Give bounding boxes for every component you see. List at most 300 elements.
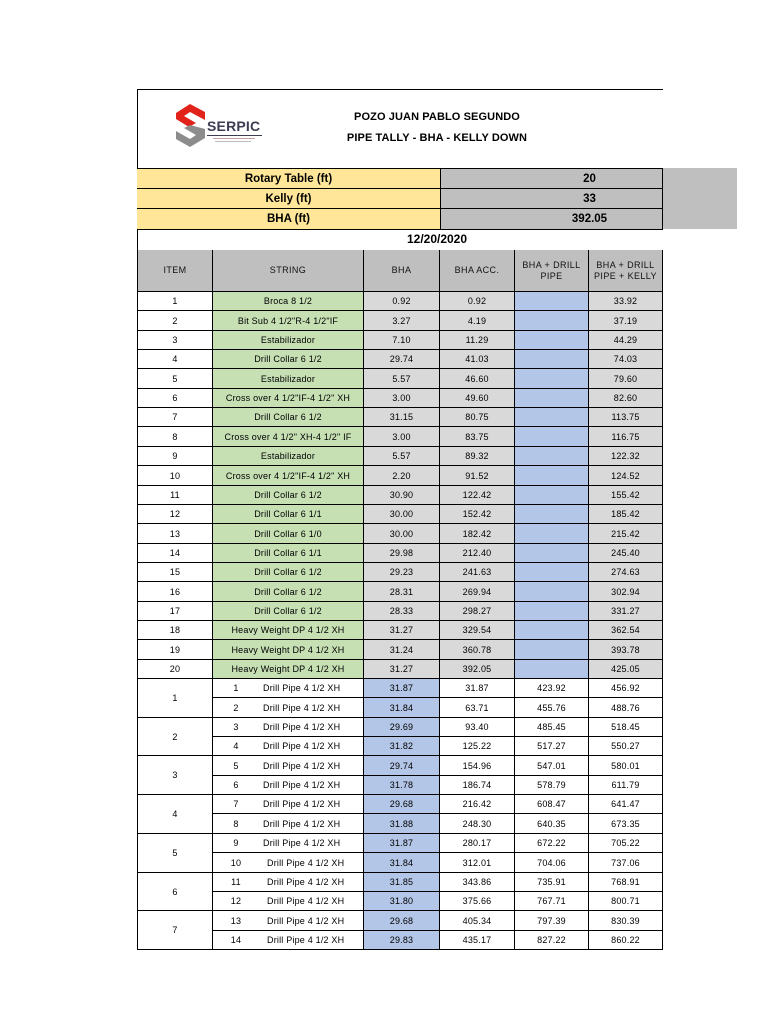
bha-acc-cell-text: 46.60 xyxy=(465,373,489,384)
item-cell xyxy=(137,563,213,582)
bha-acc-cell xyxy=(440,660,515,679)
bha-cell-text: 31.78 xyxy=(389,780,414,790)
table-row xyxy=(0,892,768,911)
bha-cell-text: 31.85 xyxy=(389,877,414,887)
bha-acc-cell-text: 216.42 xyxy=(462,799,492,809)
string-cell-text: Drill Collar 6 1/1 xyxy=(254,509,322,519)
table-row xyxy=(0,524,768,544)
joint-string: Drill Pipe 4 1/2 XH xyxy=(263,799,341,809)
table-row xyxy=(0,389,768,408)
string-cell xyxy=(213,331,364,350)
bha-acc-cell-text: 80.75 xyxy=(465,412,489,422)
joint-number: 4 xyxy=(233,741,239,751)
string-cell xyxy=(213,369,364,389)
stand-cell-text: 3 xyxy=(172,770,178,780)
item-cell-text: 12 xyxy=(169,509,181,519)
bha-cell xyxy=(364,466,440,486)
joint-number: 14 xyxy=(230,935,242,945)
item-cell-text: 14 xyxy=(169,548,181,558)
item-cell-text: 19 xyxy=(169,644,181,655)
bha-drill-pipe-cell xyxy=(515,814,589,834)
bha-acc-cell xyxy=(440,486,515,505)
bha-drill-pipe-cell xyxy=(515,408,589,427)
bha-cell-text: 0.92 xyxy=(392,296,411,306)
bha-cell xyxy=(364,795,440,814)
item-cell-text: 13 xyxy=(169,528,181,539)
bha-drill-pipe-cell xyxy=(515,795,589,814)
item-cell xyxy=(137,621,213,640)
joint-number: 3 xyxy=(233,722,239,732)
bha-drill-pipe-kelly-cell xyxy=(589,486,663,505)
string-cell xyxy=(213,873,364,892)
bha-drill-pipe-cell xyxy=(515,544,589,563)
joint-string: Drill Pipe 4 1/2 XH xyxy=(263,760,341,771)
bha-acc-cell-text: 298.27 xyxy=(462,606,492,616)
bha-acc-cell xyxy=(440,311,515,331)
bha-acc-cell xyxy=(440,505,515,524)
bha-drill-pipe-kelly-cell-text: 550.27 xyxy=(611,741,640,751)
stand-cell-text: 5 xyxy=(172,848,178,858)
bha-drill-pipe-kelly-cell xyxy=(589,369,663,389)
bha-drill-pipe-kelly-cell xyxy=(589,408,663,427)
bha-drill-pipe-cell xyxy=(515,776,589,795)
joint-string: Drill Pipe 4 1/2 XH xyxy=(263,741,341,751)
string-cell xyxy=(213,737,364,756)
string-cell-text: Drill Collar 6 1/2 xyxy=(254,490,322,500)
column-header-item: ITEM xyxy=(137,250,213,292)
bha-cell xyxy=(364,660,440,679)
string-cell xyxy=(213,814,364,834)
string-cell-text: Drill Collar 6 1/2 xyxy=(254,606,322,616)
bha-drill-pipe-cell xyxy=(515,331,589,350)
item-cell xyxy=(137,447,213,466)
bha-drill-pipe-kelly-cell xyxy=(589,873,663,892)
bha-drill-pipe-kelly-cell xyxy=(589,563,663,582)
item-cell-text: 6 xyxy=(172,393,178,403)
bha-drill-pipe-kelly-cell xyxy=(589,737,663,756)
summary-value-text: 392.05 xyxy=(571,213,608,225)
sheet-top-border xyxy=(137,89,663,90)
table-row xyxy=(0,563,768,582)
bha-acc-cell-text: 241.63 xyxy=(462,567,492,577)
table-row xyxy=(0,698,768,718)
string-cell xyxy=(213,679,364,698)
item-cell xyxy=(137,582,213,602)
bha-acc-cell xyxy=(440,853,515,873)
bha-drill-pipe-cell xyxy=(515,853,589,873)
bha-acc-cell xyxy=(440,795,515,814)
table-row xyxy=(0,795,768,819)
joint-number: 1 xyxy=(233,683,239,693)
string-cell-text: Estabilizador xyxy=(260,373,316,384)
bha-drill-pipe-cell xyxy=(515,524,589,544)
bha-cell xyxy=(364,369,440,389)
joint-string: Drill Pipe 4 1/2 XH xyxy=(267,915,345,926)
bha-cell-text: 31.82 xyxy=(389,741,414,751)
bha-acc-cell-text: 212.40 xyxy=(462,548,492,558)
string-cell xyxy=(213,795,364,814)
string-cell-text: Drill Collar 6 1/0 xyxy=(254,528,322,539)
bha-acc-cell-text: 11.29 xyxy=(465,335,489,345)
bha-cell-text: 29.74 xyxy=(389,760,414,771)
bha-drill-pipe-kelly-cell-text: 800.71 xyxy=(611,896,640,906)
joint-string: Drill Pipe 4 1/2 XH xyxy=(263,722,341,732)
bha-acc-cell xyxy=(440,331,515,350)
table-row xyxy=(0,911,768,935)
joint-number: 10 xyxy=(230,857,242,868)
item-cell xyxy=(137,524,213,544)
bha-acc-cell xyxy=(440,737,515,756)
bha-drill-pipe-cell xyxy=(515,756,589,776)
bha-cell-text: 3.27 xyxy=(392,315,411,326)
joint-string: Drill Pipe 4 1/2 XH xyxy=(263,818,341,829)
bha-drill-pipe-kelly-cell xyxy=(589,776,663,795)
bha-drill-pipe-cell xyxy=(515,369,589,389)
table-row xyxy=(0,486,768,505)
bha-drill-pipe-kelly-cell xyxy=(589,931,663,950)
joint-number: 7 xyxy=(233,799,239,809)
bha-drill-pipe-kelly-cell xyxy=(589,718,663,737)
string-cell-text: Bit Sub 4 1/2"R-4 1/2"IF xyxy=(237,315,339,326)
bha-acc-cell xyxy=(440,602,515,621)
string-cell xyxy=(213,486,364,505)
bha-drill-pipe-cell-text: 455.76 xyxy=(537,702,566,713)
string-cell-text: Cross over 4 1/2" XH-4 1/2" IF xyxy=(224,431,352,442)
bha-drill-pipe-cell xyxy=(515,718,589,737)
bha-acc-cell xyxy=(440,931,515,950)
table-row xyxy=(0,602,768,621)
bha-acc-cell-text: 0.92 xyxy=(467,296,487,306)
bha-acc-cell-text: 93.40 xyxy=(465,722,489,732)
item-cell-text: 18 xyxy=(169,625,181,635)
bha-acc-cell-text: 154.96 xyxy=(462,760,492,771)
bha-cell-text: 31.84 xyxy=(389,857,414,868)
joint-number: 13 xyxy=(230,915,242,926)
item-cell xyxy=(137,660,213,679)
joint-string: Drill Pipe 4 1/2 XH xyxy=(267,896,345,906)
summary-value-extension xyxy=(663,168,737,229)
table-row xyxy=(0,853,768,873)
bha-drill-pipe-kelly-cell-text: 33.92 xyxy=(613,296,638,306)
string-cell-text: Heavy Weight DP 4 1/2 XH xyxy=(231,644,345,655)
item-cell xyxy=(137,505,213,524)
table-row xyxy=(0,369,768,389)
string-cell xyxy=(213,292,364,311)
bha-drill-pipe-cell xyxy=(515,892,589,911)
bha-drill-pipe-kelly-cell xyxy=(589,544,663,563)
string-cell xyxy=(213,505,364,524)
bha-drill-pipe-cell xyxy=(515,679,589,698)
bha-drill-pipe-cell-text: 672.22 xyxy=(537,838,566,848)
stand-cell xyxy=(137,911,213,950)
bha-cell xyxy=(364,853,440,873)
table-row xyxy=(0,931,768,950)
bha-drill-pipe-kelly-cell xyxy=(589,698,663,718)
table-row xyxy=(0,756,768,780)
bha-drill-pipe-kelly-cell xyxy=(589,602,663,621)
bha-acc-cell-text: 269.94 xyxy=(462,586,492,597)
bha-drill-pipe-kelly-cell-text: 74.03 xyxy=(613,354,638,364)
bha-acc-cell xyxy=(440,466,515,486)
bha-drill-pipe-cell-text: 797.39 xyxy=(537,915,566,926)
summary-label-rotary-table: Rotary Table (ft) xyxy=(137,169,441,189)
bha-cell-text: 2.20 xyxy=(392,470,411,481)
bha-drill-pipe-cell xyxy=(515,911,589,931)
bha-drill-pipe-cell xyxy=(515,427,589,447)
table-row xyxy=(0,621,768,640)
bha-acc-cell xyxy=(440,679,515,698)
bha-drill-pipe-cell xyxy=(515,582,589,602)
stand-cell xyxy=(137,718,213,756)
bha-cell xyxy=(364,311,440,331)
table-row xyxy=(0,776,768,795)
bha-drill-pipe-kelly-cell-text: 611.79 xyxy=(611,780,640,790)
column-header-bha-drill-pipe-kelly: BHA + DRILL PIPE + KELLY xyxy=(589,250,663,292)
item-cell xyxy=(137,389,213,408)
table-row xyxy=(0,331,768,350)
bha-cell xyxy=(364,834,440,853)
bha-acc-cell-text: 248.30 xyxy=(462,818,492,829)
bha-drill-pipe-kelly-cell-text: 518.45 xyxy=(611,722,640,732)
bha-cell xyxy=(364,563,440,582)
string-cell-text: Cross over 4 1/2"IF-4 1/2" XH xyxy=(225,470,351,481)
bha-drill-pipe-kelly-cell xyxy=(589,447,663,466)
bha-acc-cell-text: 91.52 xyxy=(465,470,489,481)
bha-cell xyxy=(364,756,440,776)
bha-drill-pipe-cell-text: 640.35 xyxy=(537,818,566,829)
stand-cell xyxy=(137,679,213,718)
stand-cell xyxy=(137,834,213,873)
bha-drill-pipe-kelly-cell xyxy=(589,582,663,602)
bha-cell xyxy=(364,873,440,892)
bha-drill-pipe-kelly-cell-text: 425.05 xyxy=(611,664,640,674)
item-cell-text: 11 xyxy=(170,490,180,500)
joint-string: Drill Pipe 4 1/2 XH xyxy=(267,935,345,945)
bha-drill-pipe-kelly-cell-text: 274.63 xyxy=(611,567,640,577)
bha-drill-pipe-cell xyxy=(515,563,589,582)
bha-cell-text: 31.27 xyxy=(389,664,414,674)
bha-drill-pipe-kelly-cell-text: 302.94 xyxy=(611,586,640,597)
item-cell-text: 2 xyxy=(172,315,178,326)
item-cell-text: 10 xyxy=(169,470,181,481)
bha-drill-pipe-kelly-cell-text: 82.60 xyxy=(613,393,638,403)
string-cell xyxy=(213,931,364,950)
joint-string: Drill Pipe 4 1/2 XH xyxy=(263,838,341,848)
bha-acc-cell xyxy=(440,911,515,931)
bha-acc-cell xyxy=(440,873,515,892)
item-cell-text: 20 xyxy=(169,664,181,674)
item-cell xyxy=(137,466,213,486)
bha-drill-pipe-kelly-cell xyxy=(589,834,663,853)
bha-drill-pipe-cell xyxy=(515,486,589,505)
stand-cell-text: 6 xyxy=(172,886,178,897)
column-header-bha-acc: BHA ACC. xyxy=(440,250,515,292)
item-cell xyxy=(137,602,213,621)
table-row xyxy=(0,582,768,602)
bha-drill-pipe-kelly-cell xyxy=(589,660,663,679)
bha-cell-text: 28.31 xyxy=(389,586,414,597)
string-cell-text: Drill Collar 6 1/1 xyxy=(254,548,322,558)
joint-number: 8 xyxy=(233,818,239,829)
bha-drill-pipe-kelly-cell xyxy=(589,892,663,911)
bha-cell-text: 29.98 xyxy=(389,548,414,558)
string-cell xyxy=(213,524,364,544)
item-cell xyxy=(137,427,213,447)
bha-drill-pipe-kelly-cell xyxy=(589,756,663,776)
bha-drill-pipe-kelly-cell xyxy=(589,679,663,698)
item-cell-text: 17 xyxy=(169,606,181,616)
string-cell xyxy=(213,389,364,408)
column-header-bha-drill-pipe: BHA + DRILL PIPE xyxy=(515,250,589,292)
item-cell-text: 4 xyxy=(172,354,178,364)
bha-cell-text: 30.00 xyxy=(389,528,414,539)
bha-acc-cell-text: 343.86 xyxy=(462,877,492,887)
bha-cell-text: 31.84 xyxy=(389,702,414,713)
bha-cell-text: 29.69 xyxy=(389,722,414,732)
bha-cell xyxy=(364,350,440,369)
bha-cell-text: 3.00 xyxy=(392,431,411,442)
string-cell xyxy=(213,776,364,795)
bha-acc-cell xyxy=(440,544,515,563)
string-cell-text: Heavy Weight DP 4 1/2 XH xyxy=(231,625,345,635)
bha-cell-text: 31.27 xyxy=(389,625,414,635)
bha-drill-pipe-cell xyxy=(515,621,589,640)
string-cell xyxy=(213,466,364,486)
bha-drill-pipe-cell xyxy=(515,602,589,621)
string-cell xyxy=(213,563,364,582)
bha-acc-cell-text: 83.75 xyxy=(465,431,489,442)
string-cell xyxy=(213,834,364,853)
table-row xyxy=(0,834,768,858)
joint-number: 11 xyxy=(231,877,241,887)
bha-drill-pipe-kelly-cell-text: 185.42 xyxy=(611,509,640,519)
string-cell-text: Cross over 4 1/2"IF-4 1/2" XH xyxy=(225,393,351,403)
bha-acc-cell xyxy=(440,718,515,737)
bha-acc-cell xyxy=(440,369,515,389)
bha-cell xyxy=(364,931,440,950)
joint-number: 12 xyxy=(230,896,242,906)
bha-drill-pipe-cell xyxy=(515,350,589,369)
bha-drill-pipe-kelly-cell xyxy=(589,814,663,834)
string-cell-text: Drill Collar 6 1/2 xyxy=(254,412,322,422)
bha-acc-cell-text: 4.19 xyxy=(467,315,487,326)
bha-acc-cell xyxy=(440,621,515,640)
bha-acc-cell xyxy=(440,892,515,911)
bha-drill-pipe-cell xyxy=(515,660,589,679)
table-row xyxy=(0,292,768,311)
summary-value-kelly xyxy=(441,189,663,209)
summary-value-text: 20 xyxy=(583,172,596,185)
bha-cell-text: 31.15 xyxy=(389,412,414,422)
bha-drill-pipe-kelly-cell-text: 488.76 xyxy=(611,702,640,713)
table-row xyxy=(0,873,768,897)
bha-drill-pipe-kelly-cell-text: 580.01 xyxy=(611,760,640,771)
bha-drill-pipe-kelly-cell-text: 245.40 xyxy=(611,548,640,558)
bha-drill-pipe-cell xyxy=(515,447,589,466)
item-cell xyxy=(137,311,213,331)
stand-cell-text: 1 xyxy=(172,693,178,703)
bha-cell-text: 5.57 xyxy=(392,451,411,461)
bha-cell-text: 30.90 xyxy=(389,490,414,500)
bha-cell-text: 7.10 xyxy=(392,335,411,345)
bha-drill-pipe-cell-text: 423.92 xyxy=(537,683,566,693)
table-row xyxy=(0,544,768,563)
bha-drill-pipe-kelly-cell-text: 673.35 xyxy=(611,818,640,829)
table-row xyxy=(0,718,768,742)
bha-drill-pipe-cell-text: 517.27 xyxy=(537,741,566,751)
bha-drill-pipe-kelly-cell xyxy=(589,292,663,311)
stand-cell xyxy=(137,795,213,834)
bha-cell xyxy=(364,544,440,563)
bha-drill-pipe-kelly-cell xyxy=(589,311,663,331)
item-cell-text: 5 xyxy=(172,373,178,384)
bha-drill-pipe-cell-text: 608.47 xyxy=(537,799,566,809)
bha-drill-pipe-cell-text: 578.79 xyxy=(537,780,566,790)
item-cell-text: 3 xyxy=(172,335,178,345)
bha-cell xyxy=(364,679,440,698)
string-cell xyxy=(213,427,364,447)
bha-acc-cell xyxy=(440,776,515,795)
string-cell xyxy=(213,311,364,331)
bha-cell xyxy=(364,408,440,427)
bha-acc-cell-text: 329.54 xyxy=(462,625,492,635)
bha-drill-pipe-kelly-cell-text: 44.29 xyxy=(613,335,638,345)
string-cell-text: Estabilizador xyxy=(260,335,316,345)
bha-cell-text: 29.23 xyxy=(389,567,414,577)
string-cell-text: Broca 8 1/2 xyxy=(263,296,313,306)
bha-drill-pipe-kelly-cell xyxy=(589,621,663,640)
bha-drill-pipe-cell xyxy=(515,292,589,311)
table-row xyxy=(0,737,768,756)
bha-cell xyxy=(364,427,440,447)
bha-drill-pipe-kelly-cell xyxy=(589,911,663,931)
bha-cell xyxy=(364,292,440,311)
table-row xyxy=(0,814,768,834)
item-cell xyxy=(137,350,213,369)
stand-cell-text: 7 xyxy=(172,925,178,935)
bha-drill-pipe-cell-text: 735.91 xyxy=(537,877,566,887)
string-cell xyxy=(213,660,364,679)
bha-drill-pipe-kelly-cell-text: 155.42 xyxy=(611,490,640,500)
item-cell-text: 15 xyxy=(169,567,181,577)
bha-drill-pipe-cell xyxy=(515,873,589,892)
bha-drill-pipe-kelly-cell-text: 79.60 xyxy=(613,373,638,384)
bha-drill-pipe-kelly-cell-text: 456.92 xyxy=(611,683,640,693)
item-cell xyxy=(137,369,213,389)
bha-acc-cell-text: 405.34 xyxy=(462,915,492,926)
column-header-bha: BHA xyxy=(364,250,440,292)
bha-acc-cell-text: 392.05 xyxy=(462,664,492,674)
bha-drill-pipe-kelly-cell-text: 116.75 xyxy=(611,431,640,442)
table-row xyxy=(0,466,768,486)
item-cell-text: 9 xyxy=(172,451,178,461)
item-cell xyxy=(137,640,213,660)
column-header-string: STRING xyxy=(213,250,364,292)
bha-acc-cell xyxy=(440,756,515,776)
bha-cell xyxy=(364,505,440,524)
bha-acc-cell-text: 125.22 xyxy=(462,741,492,751)
string-cell xyxy=(213,911,364,931)
table-row xyxy=(0,311,768,331)
bha-acc-cell xyxy=(440,524,515,544)
string-cell xyxy=(213,544,364,563)
summary-label-kelly: Kelly (ft) xyxy=(137,189,441,209)
item-cell xyxy=(137,486,213,505)
bha-drill-pipe-kelly-cell-text: 113.75 xyxy=(611,412,640,422)
summary-value-rotary-table xyxy=(441,169,663,189)
bha-drill-pipe-cell xyxy=(515,737,589,756)
bha-cell xyxy=(364,718,440,737)
